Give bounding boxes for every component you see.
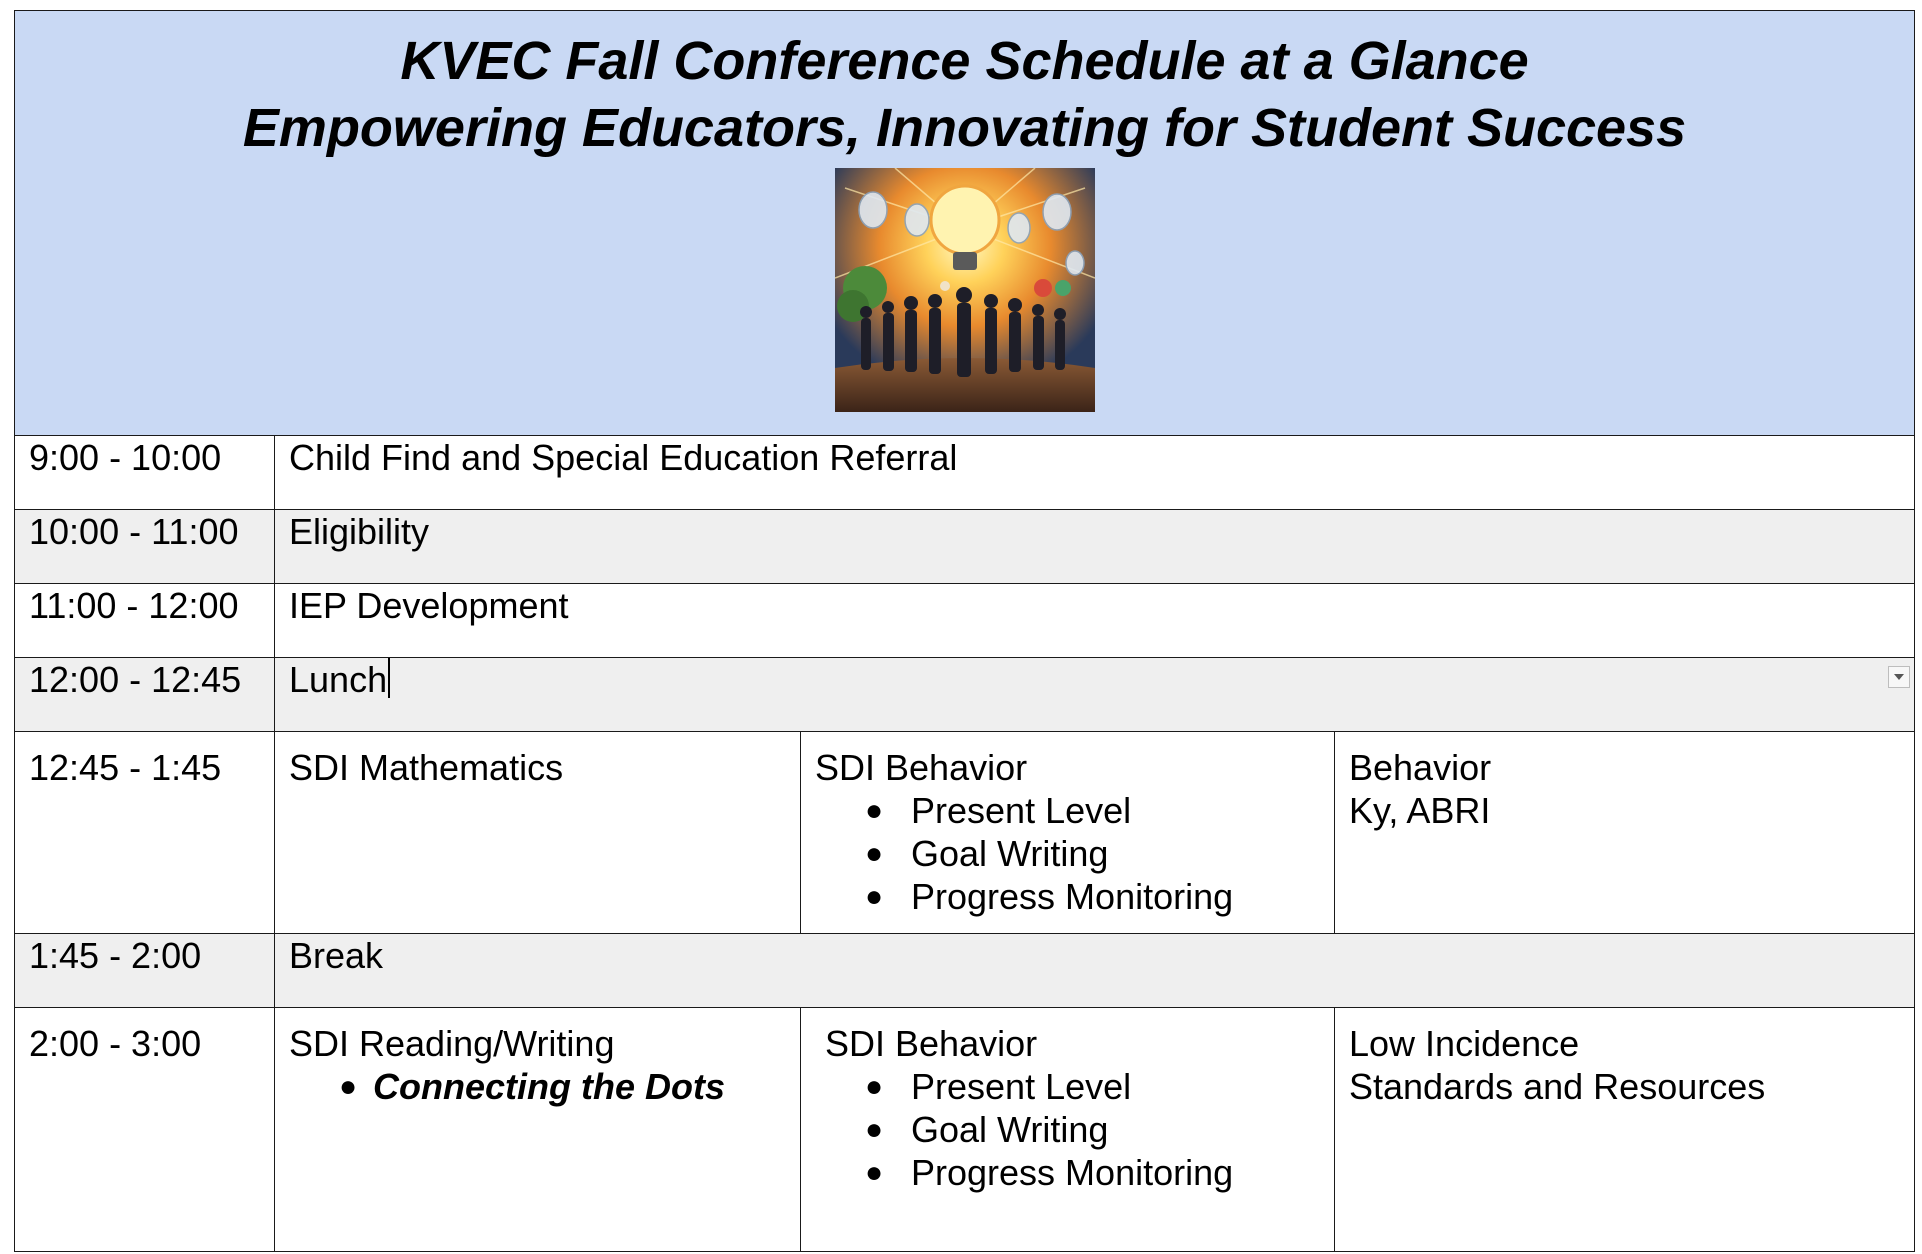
breakout-subtitle: Standards and Resources [1349,1066,1766,1107]
list-item: ● Goal Writing [815,832,1320,875]
breakout-subtitle: Ky, ABRI [1349,790,1491,831]
breakout-cell[interactable] [275,1008,801,1252]
breakout-title: SDI Behavior [815,747,1028,788]
text-cursor [388,658,390,698]
time-cell[interactable]: 9:00 - 10:00 [15,436,275,510]
breakout-title: Behavior [1349,747,1492,788]
bullet-list [289,1065,786,1108]
schedule-table [14,10,1915,1252]
breakout-cell[interactable] [1335,732,1915,934]
time-cell[interactable]: 12:00 - 12:45 [15,658,275,732]
breakout-title: SDI Mathematics [289,747,564,788]
header-row [15,11,1915,436]
session-cell[interactable]: IEP Development [275,584,1915,658]
list-item: ● Connecting the Dots [289,1065,786,1108]
page-title [15,11,1914,162]
time-cell[interactable]: 12:45 - 1:45 [15,732,275,934]
session-cell[interactable]: Child Find and Special Education Referral [275,436,1915,510]
schedule-row [15,510,1915,584]
session-cell[interactable]: Break [275,934,1915,1008]
breakout-cell[interactable] [801,732,1335,934]
schedule-row [15,658,1915,732]
schedule-row [15,436,1915,510]
schedule-row [15,934,1915,1008]
list-item: ● Goal Writing [815,1108,1320,1151]
document-page [14,10,1914,1252]
chevron-down-icon[interactable] [1888,666,1910,688]
list-item: ● Present Level [815,789,1320,832]
breakout-title: SDI Behavior [825,1023,1038,1064]
schedule-row-breakout-1 [15,732,1915,934]
breakout-title: Low Incidence [1349,1023,1580,1064]
breakout-cell[interactable] [275,732,801,934]
title-line-1: KVEC Fall Conference Schedule at a Glance [400,31,1529,91]
time-cell[interactable]: 11:00 - 12:00 [15,584,275,658]
schedule-row-breakout-2 [15,1008,1915,1252]
breakout-cell[interactable] [801,1008,1335,1252]
session-cell-lunch[interactable] [275,658,1915,732]
schedule-row [15,584,1915,658]
list-item: ● Present Level [815,1065,1320,1108]
breakout-title: SDI Reading/Writing [289,1023,615,1064]
session-cell[interactable]: Eligibility [275,510,1915,584]
time-cell[interactable]: 1:45 - 2:00 [15,934,275,1008]
breakout-cell[interactable] [1335,1008,1915,1252]
title-line-2: Empowering Educators, Innovating for Student Success [242,98,1687,158]
bullet-list [815,1065,1320,1194]
lightbulb-educators-illustration-icon[interactable] [835,168,1095,412]
header-cell[interactable] [15,11,1915,436]
time-cell[interactable]: 2:00 - 3:00 [15,1008,275,1252]
list-item: ● Progress Monitoring [815,1151,1320,1194]
session-text: Lunch [289,659,388,700]
list-item: ● Progress Monitoring [815,875,1320,918]
bullet-list [815,789,1320,918]
time-cell[interactable]: 10:00 - 11:00 [15,510,275,584]
